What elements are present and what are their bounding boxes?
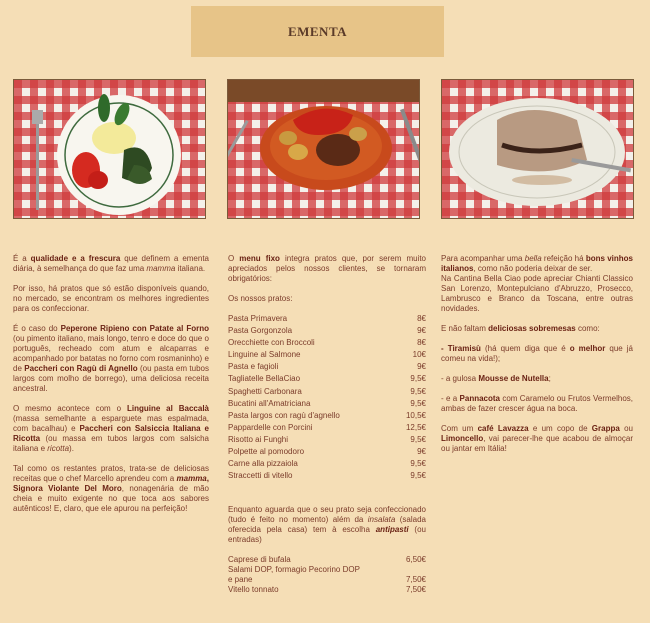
dishes-title: Os nossos pratos:: [228, 294, 293, 303]
dish-row-name: Pasta Gorgonzola: [228, 326, 293, 336]
title-banner: [191, 6, 444, 57]
dish-row: [228, 374, 426, 386]
dish-row-price: 8€: [417, 338, 426, 348]
dish-row-name: Straccetti di vitello: [228, 471, 293, 481]
dish-row-name: Orecchiette con Broccoli: [228, 338, 315, 348]
paragraph-desserts-intro: E não faltam deliciosas sobremesas como:: [441, 324, 600, 333]
dish-row-price: 9,5€: [410, 386, 426, 396]
antipasto-row-name: e pane: [228, 575, 253, 585]
dish-row-price: 9€: [417, 447, 426, 457]
dish-row: [228, 387, 426, 399]
dish-row-price: 9,5€: [410, 471, 426, 481]
photo-dish-peppers: [227, 79, 420, 219]
dish-row-name: Risotto ai Funghi: [228, 434, 289, 444]
dish-row: [228, 423, 426, 435]
column-quality: [13, 254, 209, 524]
dish-row: [228, 435, 426, 447]
page-title: EMENTA: [287, 23, 348, 39]
antipasto-row-price: 7,50€: [405, 585, 426, 595]
dish-row: [228, 338, 426, 350]
dish-row: [228, 459, 426, 471]
antipasto-row: [228, 555, 426, 565]
dish-row-name: Pasta largos con ragù d'agnello: [228, 410, 340, 420]
paragraph-peperone: É o caso do Peperone Ripieno con Patate al Forno (ou pimento italiano, mais longo, tenro e doce do que o português, recheado com atum e alcaparras e acompanhado por batatas no forno com rosmaninho) e de Paccheri con Ragù di Agnello (ou pasta em tubos largos com molho de borrego), uma deliciosa receita ancestral.: [13, 324, 209, 393]
dish-row-price: 9€: [417, 326, 426, 336]
dish-row-price: 9,5€: [410, 398, 426, 408]
antipasto-row-price: 7,50€: [405, 575, 426, 585]
photo-dish-mozzarella: [13, 79, 206, 219]
dish-row: [228, 326, 426, 338]
dish-row-name: Pasta e fagioli: [228, 362, 279, 372]
dish-row: [228, 411, 426, 423]
dish-row-name: Pappardelle con Porcini: [228, 422, 313, 432]
dish-row: [228, 314, 426, 326]
dish-row-name: Linguine al Salmone: [228, 350, 301, 360]
antipasto-row-name: Salami DOP, formagio Pecorino DOP: [228, 565, 360, 575]
paragraph-cantina: Na Cantina Bella Ciao pode apreciar Chianti Classico San Lorenzo, Montepulciano d'Abruzzo, Prosecco, Lambrusco e Branco da Toscana, entre outras novidades.: [441, 274, 633, 313]
dish-row-name: Tagliatelle BellaCiao: [228, 374, 301, 384]
antipasto-row: [228, 585, 426, 595]
dish-row-price: 9€: [417, 362, 426, 372]
paragraph-quality: É a qualidade e a frescura que definem a ementa diária, à semelhança do que faz uma mamma italiana.: [13, 254, 210, 273]
dish-row-name: Pasta Primavera: [228, 314, 288, 323]
photo-dish-dessert: [441, 79, 634, 219]
paragraph-chef: Tal como os restantes pratos, trata-se de deliciosas receitas que o chef Marcello aprendeu com a mamma, Signora Violante Del Moro, nonagenária de mão cheia e muito exigente no que toca aos sabores autênticos! E, claro, que ele apurou na perfeição!: [13, 464, 210, 513]
column-wines-desserts: [441, 254, 633, 464]
paragraph-fixed-menu: O menu fixo integra pratos que, por serem muito apreciados pelos nossos clientes, se tornaram obrigatórios:: [228, 254, 426, 283]
antipasto-row-name: Vitello tonnato: [228, 585, 279, 595]
dish-row: [228, 471, 426, 483]
dish-row: [228, 399, 426, 411]
paragraph-pannacota: - e a Pannacota com Caramelo ou Frutos Vermelhos, ambas de fazer crescer água na boca.: [441, 394, 633, 413]
dish-row-price: 9,5€: [410, 374, 426, 384]
dish-row-price: 12,5€: [405, 422, 426, 432]
dish-row-price: 10€: [412, 350, 426, 360]
dish-row-price: 9,5€: [410, 434, 426, 444]
dish-row-name: Bucatini all'Amatriciana: [228, 398, 311, 408]
paragraph-antipasti: Enquanto aguarda que o seu prato seja confeccionado (tudo é feito no momento) além da insalata (salada oferecida pela casa) tem à escolha antipasti (ou entradas): [228, 505, 426, 545]
antipasti-list: [228, 555, 426, 595]
dish-row: [228, 350, 426, 362]
paragraph-mousse: - a gulosa Mousse de Nutella;: [441, 374, 551, 383]
dish-list: [228, 314, 426, 483]
paragraph-coffee: Com um café Lavazza e um copo de Grappa ou Limoncello, vai parecer-lhe que acabou de almoçar ou jantar em Itália!: [441, 424, 633, 453]
paragraph-tiramisu: - Tiramisù (há quem diga que é o melhor que já comeu na vida!);: [441, 344, 633, 363]
antipasto-row: [228, 575, 426, 585]
paragraph-availability: Por isso, há pratos que só estão disponíveis quando, no mercado, se encontram os melhores ingredientes para os confeccionar.: [13, 284, 209, 313]
paragraph-wines: Para acompanhar uma bella refeição há bons vinhos italianos, como não poderia deixar de ser.: [441, 254, 633, 273]
dish-row-name: Spaghetti Carbonara: [228, 386, 302, 396]
paragraph-linguine: O mesmo acontece com o Linguine al Baccalà (massa semelhante a esparguete mas espalmada, com bacalhau) e Paccheri con Salsiccia Italiana e Ricotta (ou massa em tubos largos com salsicha italiana e ricotta).: [13, 404, 209, 453]
dish-row-price: 10,5€: [405, 410, 426, 420]
antipasto-row: [228, 565, 426, 575]
dish-row: [228, 362, 426, 374]
antipasto-row-name: Caprese di bufala: [228, 555, 291, 565]
dish-row-name: Polpette al pomodoro: [228, 447, 305, 457]
dish-row: [228, 447, 426, 459]
dish-row-price: 8€: [417, 314, 426, 323]
dish-row-price: 9,5€: [410, 459, 426, 469]
antipasto-row-price: 6,50€: [405, 555, 426, 565]
dish-row-name: Carne alla pizzaiola: [228, 459, 298, 469]
column-menu: [228, 254, 426, 595]
